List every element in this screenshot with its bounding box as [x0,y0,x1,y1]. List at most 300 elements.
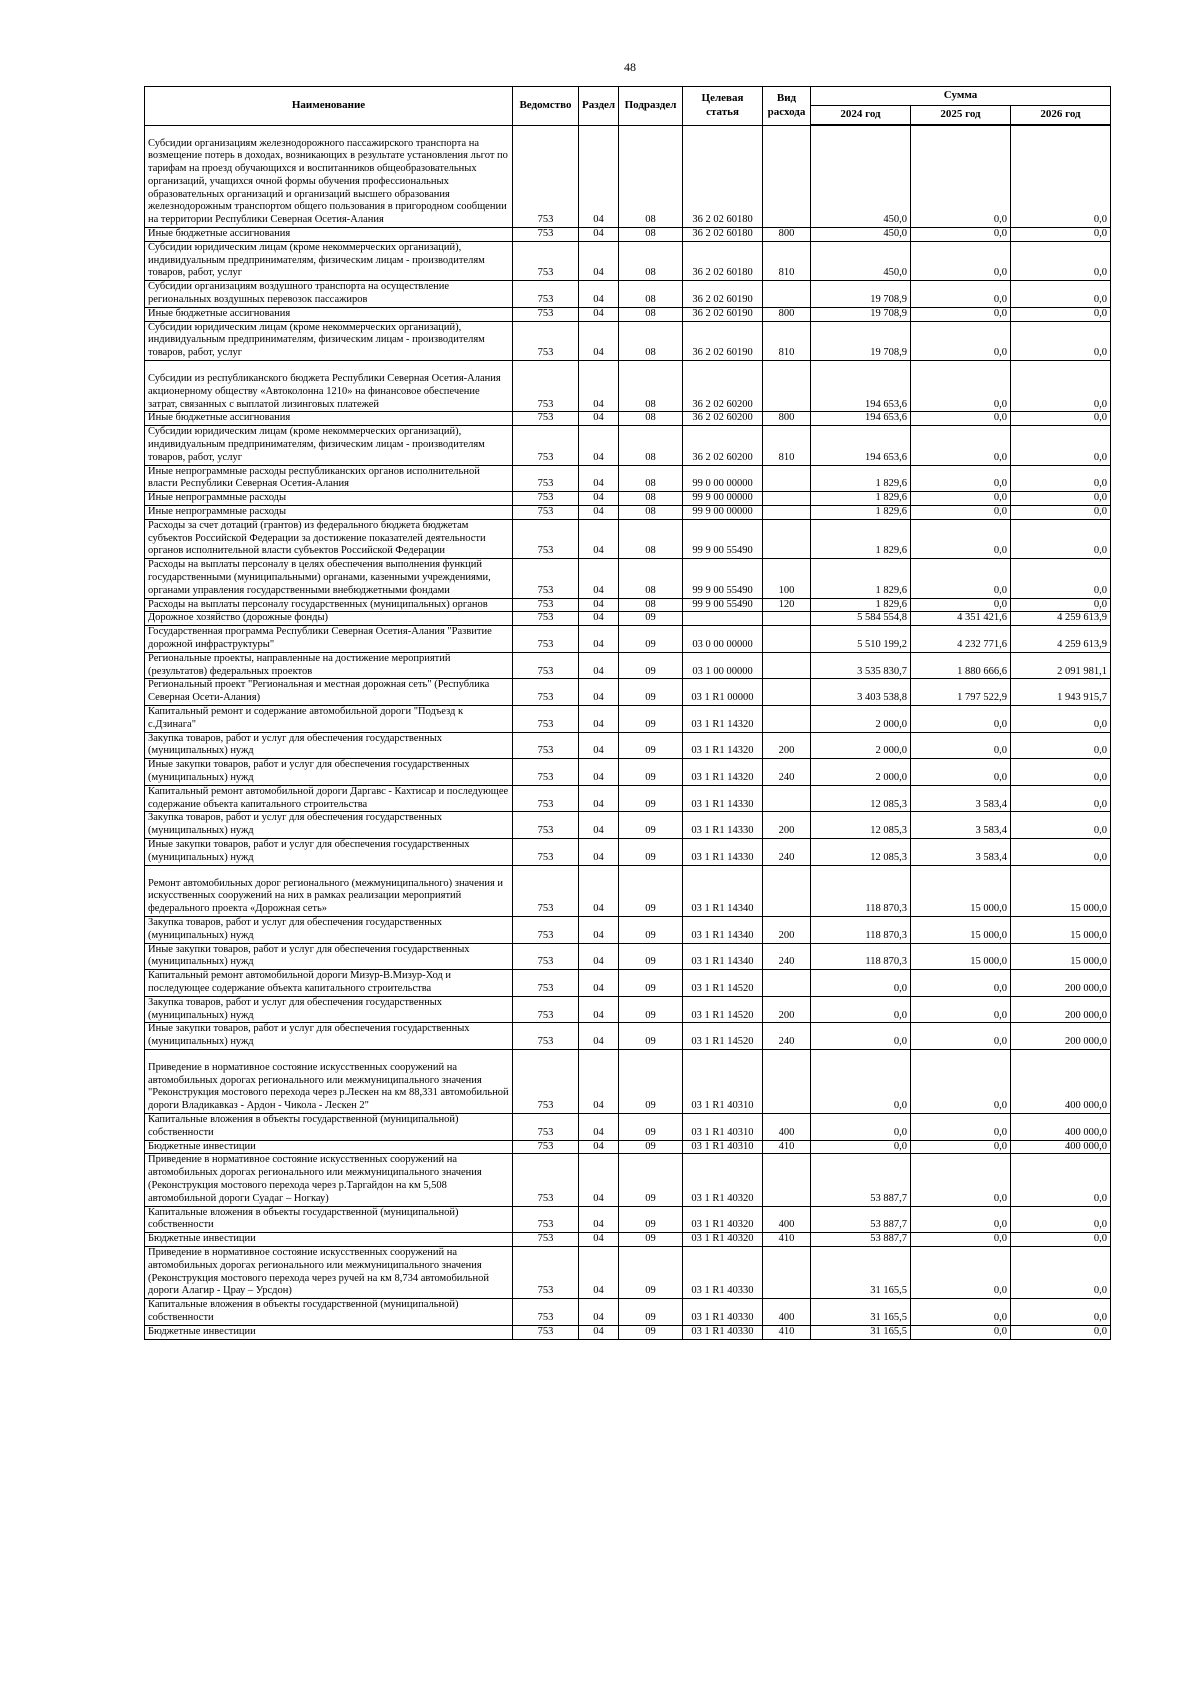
row-target: 36 2 02 60190 [683,281,763,308]
row-type: 200 [763,996,811,1023]
row-2026: 0,0 [1011,412,1111,426]
row-name: Капитальные вложения в объекты государственной (муниципальной) собственности [145,1206,513,1233]
row-dept: 753 [513,1140,579,1154]
row-dept: 753 [513,598,579,612]
table-row [145,307,1111,321]
row-subsection: 08 [619,241,683,280]
row-type [763,125,811,228]
table-row [145,612,1111,626]
row-2026: 0,0 [1011,492,1111,506]
row-name: Субсидии юридическим лицам (кроме некоммерческих организаций), индивидуальным предпринимателям, физическим лицам - производителям товаров, работ, услуг [145,321,513,360]
row-2026: 0,0 [1011,321,1111,360]
row-section: 04 [579,996,619,1023]
row-section: 04 [579,838,619,865]
row-2025: 0,0 [911,1233,1011,1247]
row-subsection: 08 [619,506,683,520]
row-section: 04 [579,1233,619,1247]
row-target: 03 1 R1 14320 [683,705,763,732]
row-2025: 0,0 [911,559,1011,598]
row-2024: 450,0 [811,125,911,228]
row-subsection: 09 [619,1154,683,1206]
row-type: 240 [763,838,811,865]
table-row [145,679,1111,706]
table-row [145,125,1111,228]
row-2025: 0,0 [911,1247,1011,1299]
row-name: Иные непрограммные расходы [145,506,513,520]
row-type: 810 [763,426,811,465]
row-dept: 753 [513,626,579,653]
row-section: 04 [579,916,619,943]
row-type: 800 [763,307,811,321]
row-dept: 753 [513,492,579,506]
row-section: 04 [579,1299,619,1326]
row-dept: 753 [513,838,579,865]
row-type: 800 [763,228,811,242]
row-2026: 0,0 [1011,1154,1111,1206]
row-dept: 753 [513,759,579,786]
row-target: 03 1 R1 14330 [683,838,763,865]
row-2025: 1 880 666,6 [911,652,1011,679]
row-section: 04 [579,519,619,558]
row-name: Закупка товаров, работ и услуг для обеспечения государственных (муниципальных) нужд [145,996,513,1023]
table-row [145,1233,1111,1247]
table-row [145,1299,1111,1326]
row-2026: 400 000,0 [1011,1140,1111,1154]
row-name: Субсидии из республиканского бюджета Республики Северная Осетия-Алания акционерному обществу «Автоколонна 1210» на финансовое обеспечение затрат, связанных с выплатой лизинговых платежей [145,361,513,412]
page-number: 48 [624,60,636,74]
row-target: 36 2 02 60190 [683,321,763,360]
row-dept: 753 [513,426,579,465]
row-2024: 0,0 [811,1049,911,1113]
table-row [145,865,1111,916]
row-2025: 0,0 [911,759,1011,786]
header-2025: 2025 год [911,106,1011,126]
row-2026: 15 000,0 [1011,943,1111,970]
row-section: 04 [579,679,619,706]
row-subsection: 09 [619,1049,683,1113]
row-target: 03 1 R1 40320 [683,1233,763,1247]
row-target: 36 2 02 60180 [683,125,763,228]
row-section: 04 [579,865,619,916]
row-target: 03 1 R1 14520 [683,1023,763,1050]
row-section: 04 [579,1247,619,1299]
row-2025: 0,0 [911,307,1011,321]
row-target: 03 1 R1 40320 [683,1154,763,1206]
row-2026: 4 259 613,9 [1011,626,1111,653]
row-2026: 0,0 [1011,465,1111,492]
row-section: 04 [579,492,619,506]
row-name: Иные закупки товаров, работ и услуг для обеспечения государственных (муниципальных) нужд [145,759,513,786]
row-subsection: 09 [619,1247,683,1299]
row-2025: 0,0 [911,732,1011,759]
row-type: 240 [763,759,811,786]
header-target: Целевая статья [683,87,763,126]
row-target: 03 1 R1 40310 [683,1140,763,1154]
row-type: 810 [763,241,811,280]
row-2025: 0,0 [911,705,1011,732]
table-row [145,321,1111,360]
row-target: 03 1 R1 40320 [683,1206,763,1233]
table-row [145,759,1111,786]
row-name: Дорожное хозяйство (дорожные фонды) [145,612,513,626]
row-2026: 15 000,0 [1011,865,1111,916]
row-section: 04 [579,759,619,786]
row-section: 04 [579,228,619,242]
row-target: 36 2 02 60180 [683,228,763,242]
row-subsection: 08 [619,125,683,228]
row-subsection: 08 [619,281,683,308]
row-dept: 753 [513,732,579,759]
row-2026: 0,0 [1011,838,1111,865]
row-subsection: 09 [619,865,683,916]
row-type: 400 [763,1299,811,1326]
row-target: 03 1 R1 14520 [683,996,763,1023]
row-name: Расходы на выплаты персоналу государственных (муниципальных) органов [145,598,513,612]
row-target: 99 0 00 00000 [683,465,763,492]
header-2026: 2026 год [1011,106,1111,126]
row-2025: 15 000,0 [911,865,1011,916]
row-2025: 0,0 [911,281,1011,308]
row-name: Субсидии организациям железнодорожного пассажирского транспорта на возмещение потерь в доходах, возникающих в результате установления льгот по тарифам на проезд обучающихся и воспитанников общеобразовательных организаций, учащихся очной формы обучения профессиональных образовательных организаций и организаций высшего образования железнодорожным транспортом общего пользования в пригородном сообщении на территории Республики Северная Осетия-Алания [145,125,513,228]
row-dept: 753 [513,996,579,1023]
row-type: 800 [763,412,811,426]
row-subsection: 09 [619,705,683,732]
row-target: 36 2 02 60200 [683,412,763,426]
row-2024: 1 829,6 [811,492,911,506]
row-target: 36 2 02 60190 [683,307,763,321]
header-section: Раздел [579,87,619,126]
row-target: 03 1 R1 40330 [683,1325,763,1339]
row-type: 810 [763,321,811,360]
row-type: 400 [763,1206,811,1233]
row-2024: 2 000,0 [811,732,911,759]
row-target: 99 9 00 00000 [683,506,763,520]
row-2024: 12 085,3 [811,838,911,865]
row-name: Иные закупки товаров, работ и услуг для обеспечения государственных (муниципальных) нужд [145,838,513,865]
row-2026: 0,0 [1011,1233,1111,1247]
table-row [145,228,1111,242]
row-2024: 53 887,7 [811,1233,911,1247]
row-2026: 0,0 [1011,426,1111,465]
header-dept: Ведомство [513,87,579,126]
row-2025: 0,0 [911,970,1011,997]
row-dept: 753 [513,1233,579,1247]
row-type [763,1154,811,1206]
table-row [145,1140,1111,1154]
row-target: 03 1 R1 14320 [683,732,763,759]
row-subsection: 08 [619,598,683,612]
table-row [145,492,1111,506]
row-dept: 753 [513,412,579,426]
row-subsection: 09 [619,1299,683,1326]
row-2026: 0,0 [1011,361,1111,412]
row-name: Закупка товаров, работ и услуг для обеспечения государственных (муниципальных) нужд [145,812,513,839]
row-dept: 753 [513,1154,579,1206]
row-2025: 0,0 [911,426,1011,465]
row-2026: 0,0 [1011,1325,1111,1339]
row-2024: 1 829,6 [811,519,911,558]
table-row [145,361,1111,412]
table-row [145,559,1111,598]
row-section: 04 [579,125,619,228]
row-2026: 200 000,0 [1011,1023,1111,1050]
row-2025: 3 583,4 [911,785,1011,812]
row-name: Иные бюджетные ассигнования [145,412,513,426]
row-2024: 53 887,7 [811,1154,911,1206]
row-subsection: 09 [619,679,683,706]
row-section: 04 [579,943,619,970]
row-name: Субсидии юридическим лицам (кроме некоммерческих организаций), индивидуальным предпринимателям, физическим лицам - производителям товаров, работ, услуг [145,426,513,465]
table-row [145,943,1111,970]
row-subsection: 09 [619,652,683,679]
row-section: 04 [579,732,619,759]
budget-table [144,86,1111,1340]
row-subsection: 08 [619,361,683,412]
row-name: Капитальные вложения в объекты государственной (муниципальной) собственности [145,1299,513,1326]
row-name: Иные бюджетные ассигнования [145,307,513,321]
row-name: Иные непрограммные расходы [145,492,513,506]
row-dept: 753 [513,321,579,360]
row-section: 04 [579,426,619,465]
row-type [763,626,811,653]
row-target: 03 1 R1 14330 [683,785,763,812]
row-2025: 3 583,4 [911,838,1011,865]
row-2025: 15 000,0 [911,916,1011,943]
row-section: 04 [579,652,619,679]
row-section: 04 [579,1325,619,1339]
row-name: Закупка товаров, работ и услуг для обеспечения государственных (муниципальных) нужд [145,732,513,759]
row-type [763,1247,811,1299]
row-section: 04 [579,559,619,598]
row-2026: 400 000,0 [1011,1049,1111,1113]
row-subsection: 08 [619,519,683,558]
row-type [763,519,811,558]
row-name: Субсидии юридическим лицам (кроме некоммерческих организаций), индивидуальным предпринимателям, физическим лицам - производителям товаров, работ, услуг [145,241,513,280]
header-sum: Сумма [811,87,1111,106]
row-section: 04 [579,598,619,612]
row-target: 03 1 R1 14340 [683,916,763,943]
row-dept: 753 [513,1049,579,1113]
row-dept: 753 [513,465,579,492]
row-subsection: 09 [619,996,683,1023]
row-section: 04 [579,705,619,732]
row-type [763,492,811,506]
row-name: Приведение в нормативное состояние искусственных сооружений на автомобильных дорогах регионального или межмуниципального значения "Реконструкция мостового перехода через р.Лескен на км 88,331 автомобильной дороги Владикавказ - Ардон - Чикола - Лескен 2" [145,1049,513,1113]
table-row [145,1114,1111,1141]
row-subsection: 08 [619,228,683,242]
row-type: 400 [763,1114,811,1141]
row-type: 200 [763,732,811,759]
table-row [145,812,1111,839]
row-2025: 0,0 [911,412,1011,426]
row-2024: 118 870,3 [811,943,911,970]
row-name: Иные закупки товаров, работ и услуг для обеспечения государственных (муниципальных) нужд [145,1023,513,1050]
row-section: 04 [579,1140,619,1154]
row-dept: 753 [513,812,579,839]
row-section: 04 [579,1154,619,1206]
row-section: 04 [579,321,619,360]
table-row [145,1049,1111,1113]
row-dept: 753 [513,970,579,997]
row-target: 36 2 02 60180 [683,241,763,280]
row-type [763,679,811,706]
row-type [763,970,811,997]
row-name: Иные непрограммные расходы республиканских органов исполнительной власти Республики Северная Осетия-Алания [145,465,513,492]
row-name: Субсидии организациям воздушного транспорта на осуществление региональных воздушных перевозок пассажиров [145,281,513,308]
row-dept: 753 [513,1325,579,1339]
row-target: 03 1 R1 40310 [683,1049,763,1113]
row-type [763,785,811,812]
row-subsection: 08 [619,559,683,598]
row-2024: 118 870,3 [811,865,911,916]
row-2026: 0,0 [1011,307,1111,321]
row-name: Ремонт автомобильных дорог регионального (межмуниципального) значения и искусственных сооружений на них в рамках реализации мероприятий федерального проекта «Дорожная сеть» [145,865,513,916]
row-name: Расходы за счет дотаций (грантов) из федерального бюджета бюджетам субъектов Российской Федерации за достижение показателей деятельности органов исполнительной власти субъектов Российской Федерации [145,519,513,558]
row-target: 03 1 R1 40330 [683,1299,763,1326]
row-type [763,652,811,679]
row-subsection: 08 [619,426,683,465]
row-dept: 753 [513,705,579,732]
row-2026: 400 000,0 [1011,1114,1111,1141]
table-row [145,1154,1111,1206]
row-section: 04 [579,281,619,308]
row-type [763,281,811,308]
row-2025: 0,0 [911,361,1011,412]
row-type [763,705,811,732]
row-type: 410 [763,1325,811,1339]
row-section: 04 [579,307,619,321]
row-2024: 31 165,5 [811,1299,911,1326]
row-2025: 0,0 [911,1140,1011,1154]
row-section: 04 [579,241,619,280]
row-2024: 31 165,5 [811,1325,911,1339]
row-dept: 753 [513,241,579,280]
row-section: 04 [579,506,619,520]
row-name: Капитальные вложения в объекты государственной (муниципальной) собственности [145,1114,513,1141]
table-row [145,1247,1111,1299]
row-2024: 0,0 [811,970,911,997]
table-row [145,1325,1111,1339]
row-section: 04 [579,412,619,426]
row-subsection: 09 [619,732,683,759]
row-target: 36 2 02 60200 [683,361,763,412]
row-section: 04 [579,1114,619,1141]
table-row [145,241,1111,280]
header-name: Наименование [145,87,513,126]
row-2025: 0,0 [911,996,1011,1023]
row-subsection: 08 [619,307,683,321]
row-2024: 31 165,5 [811,1247,911,1299]
table-row [145,916,1111,943]
row-name: Приведение в нормативное состояние искусственных сооружений на автомобильных дорогах регионального или межмуниципального значения (Реконструкция мостового перехода через ручей на км 8,734 автомобильной дороги Алагир - Црау – Урсдон) [145,1247,513,1299]
row-2025: 0,0 [911,241,1011,280]
row-2025: 1 797 522,9 [911,679,1011,706]
row-target [683,612,763,626]
row-subsection: 09 [619,970,683,997]
row-2026: 200 000,0 [1011,970,1111,997]
row-2024: 118 870,3 [811,916,911,943]
row-section: 04 [579,970,619,997]
row-2025: 4 351 421,6 [911,612,1011,626]
table-row [145,705,1111,732]
row-type [763,465,811,492]
row-target: 03 1 R1 00000 [683,679,763,706]
table-header [145,87,1111,126]
row-dept: 753 [513,361,579,412]
row-name: Капитальный ремонт автомобильной дороги Мизур-В.Мизур-Ход и последующее содержание объекта капитального строительства [145,970,513,997]
row-2024: 53 887,7 [811,1206,911,1233]
row-2026: 0,0 [1011,759,1111,786]
row-name: Расходы на выплаты персоналу в целях обеспечения выполнения функций государственными (муниципальными) органами, казенными учреждениями, органами управления государственными внебюджетными фондами [145,559,513,598]
row-2025: 4 232 771,6 [911,626,1011,653]
row-2026: 0,0 [1011,506,1111,520]
table-row [145,1023,1111,1050]
row-2025: 0,0 [911,321,1011,360]
row-2026: 0,0 [1011,1247,1111,1299]
row-2024: 3 403 538,8 [811,679,911,706]
row-2026: 0,0 [1011,125,1111,228]
table-body [145,125,1111,1339]
row-subsection: 08 [619,465,683,492]
row-target: 99 9 00 00000 [683,492,763,506]
row-2025: 0,0 [911,1023,1011,1050]
row-2025: 0,0 [911,125,1011,228]
table-row [145,506,1111,520]
header-type: Вид расхода [763,87,811,126]
row-subsection: 09 [619,1233,683,1247]
row-type: 410 [763,1233,811,1247]
row-section: 04 [579,626,619,653]
row-subsection: 09 [619,785,683,812]
row-dept: 753 [513,1247,579,1299]
row-section: 04 [579,785,619,812]
table-row [145,652,1111,679]
row-2026: 4 259 613,9 [1011,612,1111,626]
row-section: 04 [579,465,619,492]
row-2026: 2 091 981,1 [1011,652,1111,679]
row-2024: 2 000,0 [811,759,911,786]
row-dept: 753 [513,1206,579,1233]
table-row [145,996,1111,1023]
row-subsection: 09 [619,1140,683,1154]
row-2024: 19 708,9 [811,281,911,308]
row-dept: 753 [513,1114,579,1141]
row-2026: 0,0 [1011,598,1111,612]
row-target: 03 1 R1 14340 [683,943,763,970]
row-2025: 0,0 [911,1299,1011,1326]
row-2026: 0,0 [1011,241,1111,280]
row-target: 99 9 00 55490 [683,598,763,612]
row-dept: 753 [513,652,579,679]
row-2026: 0,0 [1011,559,1111,598]
row-dept: 753 [513,916,579,943]
row-type [763,865,811,916]
row-name: Бюджетные инвестиции [145,1140,513,1154]
row-2024: 1 829,6 [811,465,911,492]
row-section: 04 [579,1023,619,1050]
row-2026: 0,0 [1011,228,1111,242]
row-2024: 12 085,3 [811,812,911,839]
row-dept: 753 [513,281,579,308]
row-dept: 753 [513,559,579,598]
row-dept: 753 [513,228,579,242]
row-name: Закупка товаров, работ и услуг для обеспечения государственных (муниципальных) нужд [145,916,513,943]
table-row [145,281,1111,308]
row-target: 03 0 00 00000 [683,626,763,653]
row-2024: 0,0 [811,996,911,1023]
row-target: 03 1 R1 14340 [683,865,763,916]
row-subsection: 09 [619,759,683,786]
